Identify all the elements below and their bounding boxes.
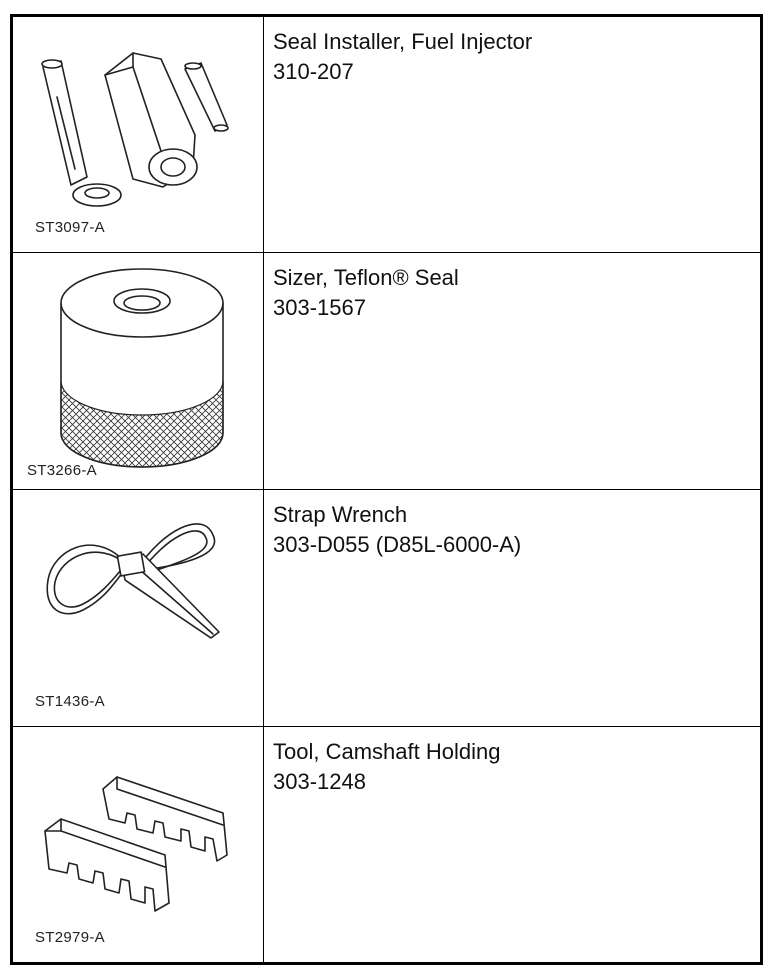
tool-number: 303-1248 [273,769,366,794]
strap-wrench-illustration [13,490,263,723]
tool-image-cell [12,16,264,253]
tool-image-cell [12,490,264,727]
tool-row [12,253,762,490]
tool-description-cell [264,16,762,253]
tool-name: Seal Installer, Fuel Injector [273,29,533,54]
tool-description-cell [264,490,762,727]
figure-id: ST3266-A [27,462,97,479]
figure-id: ST1436-A [35,693,105,710]
tool-description-cell [264,253,762,490]
tool-row [12,727,762,964]
figure-id: ST3097-A [35,219,105,236]
tool-number: 310-207 [273,59,354,84]
camshaft-holding-tool-illustration [13,727,263,960]
tool-description-cell [264,727,762,964]
tool-image-cell [12,727,264,964]
tool-number: 303-D055 (D85L-6000-A) [273,532,522,557]
tool-image-cell [12,253,264,490]
tool-number: 303-1567 [273,295,366,320]
seal-sizer-illustration [13,253,263,486]
special-tools-table [10,14,763,965]
figure-id: ST2979-A [35,929,105,946]
tool-name: Strap Wrench [273,502,408,527]
tool-name: Sizer, Teflon® Seal [273,265,459,290]
seal-installer-illustration [13,17,263,250]
tool-name: Tool, Camshaft Holding [273,739,501,764]
tool-row [12,16,762,253]
tool-row [12,490,762,727]
